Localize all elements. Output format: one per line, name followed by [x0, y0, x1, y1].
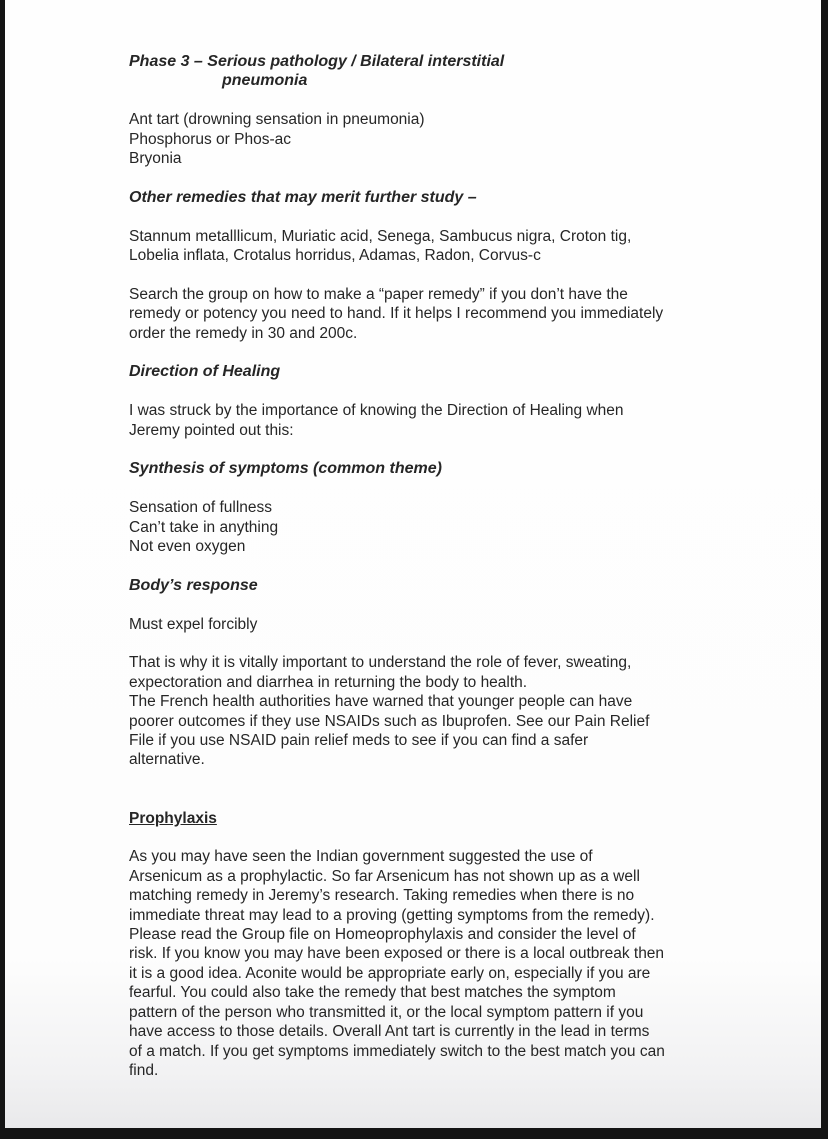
- heading-line: Phase 3 – Serious pathology / Bilateral interstitial: [129, 53, 505, 70]
- text-line: alternative.: [129, 751, 205, 769]
- text-line: Not even oxygen: [129, 538, 246, 556]
- doc-heading-direction-of-healing: [129, 362, 721, 381]
- line-must-expel: [129, 615, 721, 634]
- doc-heading-prophylaxis: [129, 789, 721, 828]
- document-page: [5, 0, 821, 1128]
- paragraph-fever-nsaids: [129, 653, 721, 769]
- text-line: Can’t take in anything: [129, 518, 279, 536]
- heading-line: Other remedies that may merit further study –: [129, 188, 477, 206]
- doc-heading-synthesis: [129, 459, 721, 478]
- text-line: The French health authorities have warned that younger people can have: [129, 693, 633, 711]
- text-line: Must expel forcibly: [129, 615, 258, 633]
- text-line: pattern of the person who transmitted it, or the local symptom pattern if you: [129, 1003, 644, 1021]
- remedy-list-further-study: [129, 227, 721, 266]
- symptom-list: [129, 498, 721, 556]
- paragraph-paper-remedy: [129, 285, 721, 343]
- text-line: Arsenicum as a prophylactic. So far Arsenicum has not shown up as a well: [129, 867, 640, 885]
- text-line: Bryonia: [129, 150, 182, 168]
- text-line: of a match. If you get symptoms immediately switch to the best match you can: [129, 1042, 665, 1060]
- text-line: fearful. You could also take the remedy that best matches the symptom: [129, 984, 616, 1002]
- doc-heading-phase-3: [129, 52, 721, 91]
- heading-line: Body’s response: [129, 576, 258, 594]
- text-line: Sensation of fullness: [129, 499, 273, 517]
- text-line: matching remedy in Jeremy’s research. Taking remedies when there is no: [129, 887, 635, 905]
- text-line: That is why it is vitally important to understand the role of fever, sweating,: [129, 654, 632, 672]
- paragraph-direction-intro: [129, 401, 721, 440]
- text-line: order the remedy in 30 and 200c.: [129, 324, 358, 342]
- text-line: Ant tart (drowning sensation in pneumonia): [129, 111, 425, 129]
- heading-line: pneumonia: [222, 72, 308, 90]
- text-line: Jeremy pointed out this:: [129, 421, 294, 439]
- remedy-list-phase-3: [129, 110, 721, 168]
- heading-line: Synthesis of symptoms (common theme): [129, 460, 442, 478]
- text-line: Lobelia inflata, Crotalus horridus, Adamas, Radon, Corvus-c: [129, 247, 541, 265]
- text-line: poorer outcomes if they use NSAIDs such as Ibuprofen. See our Pain Relief: [129, 712, 650, 730]
- text-line: I was struck by the importance of knowing the Direction of Healing when: [129, 402, 624, 420]
- text-line: immediate threat may lead to a proving (getting symptoms from the remedy).: [129, 906, 655, 924]
- text-line: Search the group on how to make a “paper remedy” if you don’t have the: [129, 285, 628, 303]
- heading-line: Prophylaxis: [129, 809, 217, 827]
- heading-line: Direction of Healing: [129, 363, 281, 381]
- doc-heading-bodys-response: [129, 576, 721, 595]
- text-line: risk. If you know you may have been exposed or there is a local outbreak then: [129, 945, 665, 963]
- text-line: Phosphorus or Phos-ac: [129, 130, 291, 148]
- text-line: remedy or potency you need to hand. If it helps I recommend you immediately: [129, 305, 664, 323]
- text-line: have access to those details. Overall Ant tart is currently in the lead in terms: [129, 1023, 650, 1041]
- text-line: As you may have seen the Indian government suggested the use of: [129, 848, 593, 866]
- text-line: expectoration and diarrhea in returning the body to health.: [129, 673, 528, 691]
- text-line: File if you use NSAID pain relief meds to see if you can find a safer: [129, 732, 589, 750]
- document-content: [5, 0, 721, 1080]
- doc-heading-other-remedies: [129, 188, 721, 207]
- paragraph-prophylaxis: [129, 847, 721, 1080]
- text-line: Stannum metalllicum, Muriatic acid, Senega, Sambucus nigra, Croton tig,: [129, 227, 632, 245]
- text-line: Please read the Group file on Homeoprophylaxis and consider the level of: [129, 926, 636, 944]
- text-line: find.: [129, 1061, 159, 1079]
- text-line: it is a good idea. Aconite would be appropriate early on, especially if you are: [129, 964, 651, 982]
